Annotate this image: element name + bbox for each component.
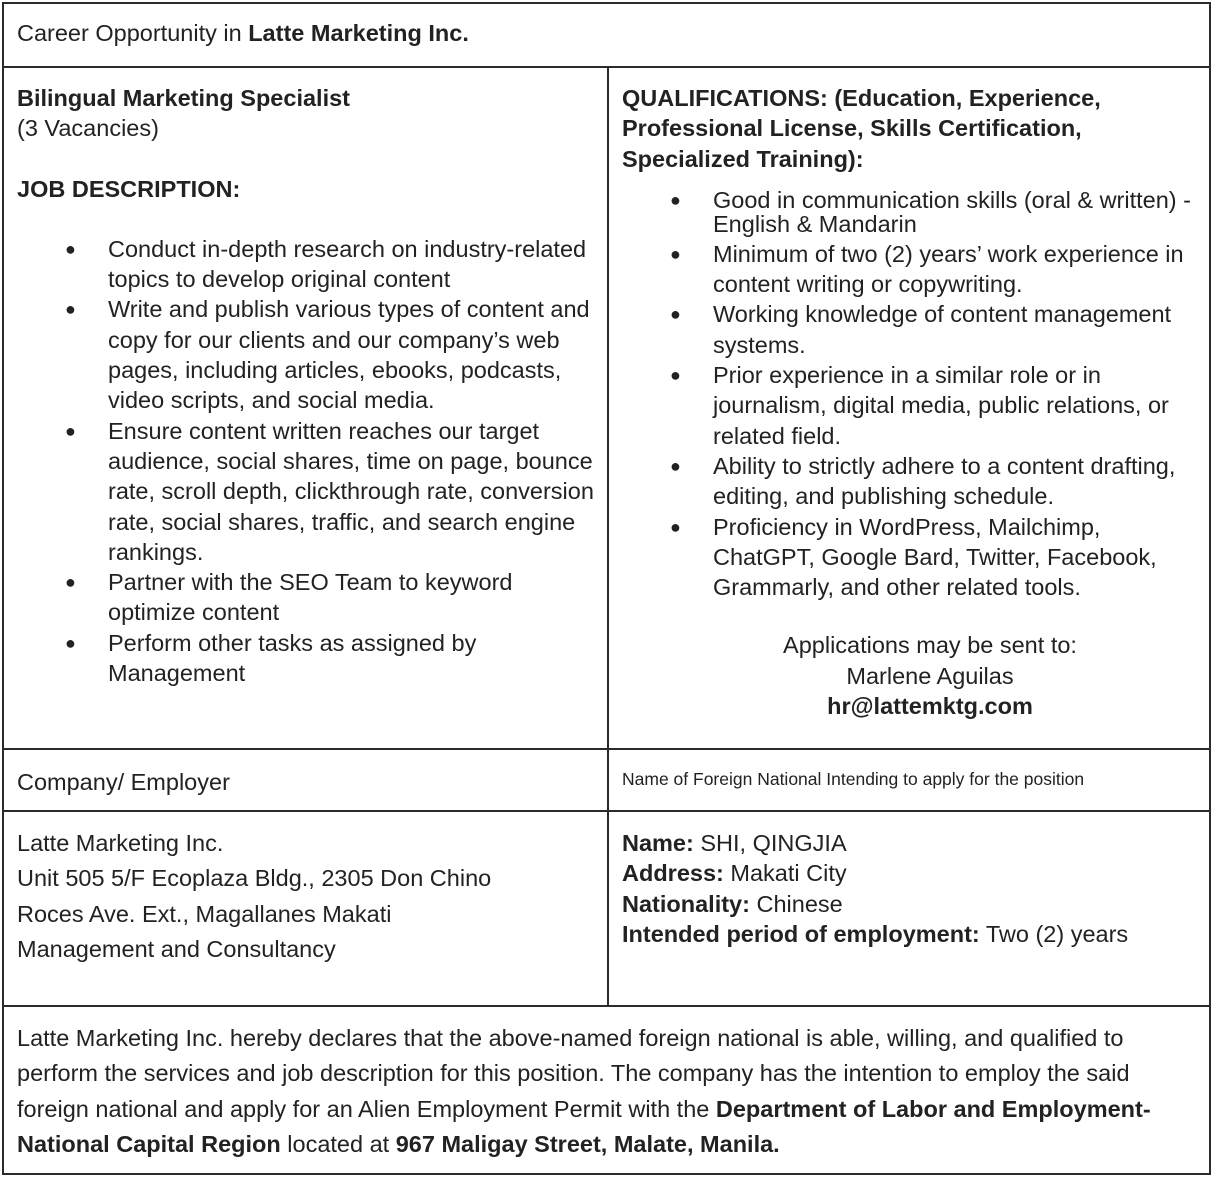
fn-nationality: Chinese: [756, 890, 843, 917]
declaration-paragraph: Latte Marketing Inc. hereby declares that the above-named foreign national is able, willing, and qualified to perform the services and job description for this position. The company has the intention to employ the said foreign national and apply for an Alien Employment Permit with the Department of Labor and Employment- National Capital Region located at 967 Maligay Street, Malate, Manila.: [17, 1025, 1151, 1157]
list-item: ● Prior experience in a similar role or in journalism, digital media, public relations, or related field.: [670, 362, 1169, 449]
bullet-icon: ●: [670, 516, 681, 537]
header-prefix: Career Opportunity in: [17, 20, 249, 46]
employer-name: Latte Marketing Inc.: [17, 830, 224, 856]
qualifications-cell: [622, 83, 1194, 721]
fn-name-row: Name: SHI, QINGJIA: [622, 830, 847, 856]
fn-address-row: Address: Makati City: [622, 860, 847, 887]
applications-block: [622, 630, 1194, 721]
bullet-icon: ●: [65, 299, 76, 320]
list-item: ● Conduct in-depth research on industry-related topics to develop original content: [65, 235, 587, 293]
list-item: ● Write and publish various types of content and copy for our clients and our company’s web pages, including articles, ebooks, podcasts, video scripts, and social media.: [65, 296, 590, 414]
contact-name: Marlene Aguilas: [846, 662, 1014, 689]
bullet-icon: ●: [65, 632, 76, 653]
list-item: ● Ensure content written reaches our target audience, social shares, time on page, bounce rate, scroll depth, clickthrough rate, conversion rate, social shares, traffic, and search engine rankings.: [65, 417, 594, 565]
job-posting-table: [2, 2, 1211, 1175]
bullet-icon: ●: [670, 243, 681, 264]
fn-period-row: Intended period of employment: Two (2) years: [622, 920, 1129, 947]
foreign-national-label: Name of Foreign National Intending to apply for the position: [622, 769, 1085, 789]
bullet-icon: ●: [670, 189, 681, 210]
dole-location: 967 Maligay Street, Malate, Manila.: [395, 1130, 780, 1157]
header-company: Latte Marketing Inc.: [248, 20, 469, 46]
list-item: ● Working knowledge of content management systems.: [670, 301, 1172, 358]
contact-email: hr@lattemktg.com: [827, 693, 1033, 720]
applications-label: Applications may be sent to:: [783, 632, 1077, 659]
fn-period: Two (2) years: [985, 920, 1129, 947]
job-title: Bilingual Marketing Specialist: [17, 85, 350, 111]
fn-address: Makati City: [730, 860, 847, 887]
list-item: ● Ability to strictly adhere to a content drafting, editing, and publishing schedule.: [670, 452, 1176, 510]
bullet-icon: ●: [670, 455, 681, 476]
list-item: ● Minimum of two (2) years’ work experience in content writing or copywriting.: [670, 240, 1184, 298]
bullet-icon: ●: [65, 238, 76, 259]
employer-business: Management and Consultancy: [17, 935, 336, 962]
employer-details: [17, 826, 602, 967]
bullet-icon: ●: [670, 304, 681, 325]
bullet-icon: ●: [670, 365, 681, 386]
employer-label: Company/ Employer: [17, 769, 230, 795]
bullet-icon: ●: [65, 420, 76, 441]
job-description-cell: [17, 83, 602, 688]
column-divider: [607, 68, 609, 1005]
foreign-national-details: [622, 828, 1207, 949]
employer-address-line2: Roces Ave. Ext., Magallanes Makati: [17, 900, 392, 927]
fn-name: SHI, QINGJIA: [700, 830, 847, 856]
list-item: ● Proficiency in WordPress, Mailchimp, ChatGPT, Google Bard, Twitter, Facebook, Grammarly, and other related tools.: [670, 513, 1157, 601]
job-description-heading: JOB DESCRIPTION:: [17, 175, 241, 202]
duties-list: [17, 234, 602, 688]
header-title: [17, 18, 1197, 48]
divider: [4, 1005, 1209, 1007]
qualifications-list: [622, 188, 1194, 603]
dole-office: Department of Labor and Employment- National Capital Region: [17, 1095, 1151, 1157]
qualifications-heading: QUALIFICATIONS: (Education, Experience, Professional License, Skills Certification, Specialized Training):: [622, 85, 1101, 172]
bullet-icon: ●: [65, 572, 76, 593]
job-vacancies: (3 Vacancies): [17, 115, 159, 142]
list-item: ● Good in communication skills (oral & written) -English & Mandarin: [670, 186, 1191, 237]
list-item: ● Partner with the SEO Team to keyword optimize content: [65, 569, 513, 626]
employer-address-line1: Unit 505 5/F Ecoplaza Bldg., 2305 Don Chino: [17, 865, 492, 892]
list-item: ● Perform other tasks as assigned by Management: [65, 629, 477, 687]
fn-nationality-row: Nationality: Chinese: [622, 890, 843, 917]
